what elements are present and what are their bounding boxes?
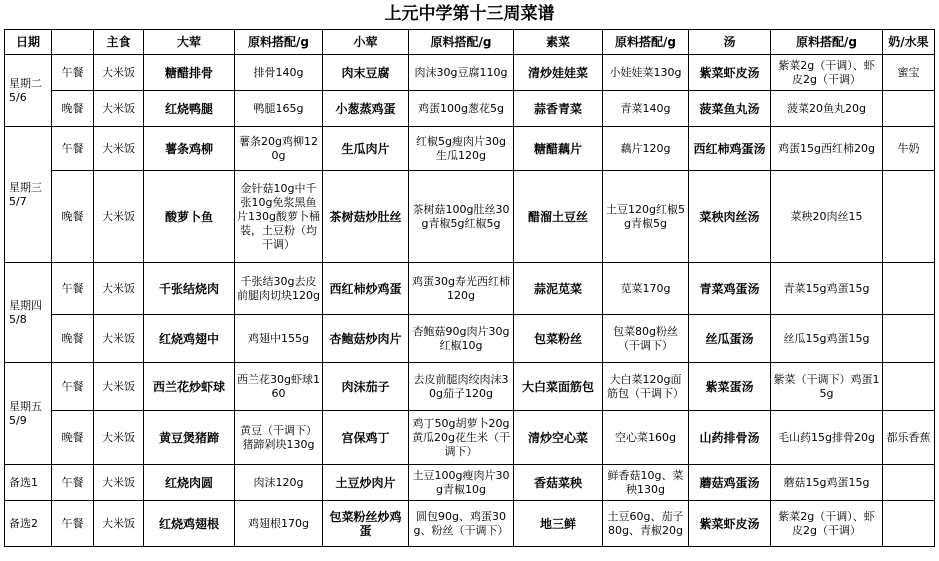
menu-row <box>5 127 935 171</box>
header-small-meat: 小荤 <box>323 30 409 55</box>
soup-cell: 菜秧肉丝汤 <box>689 171 771 263</box>
meal-cell: 午餐 <box>52 465 94 501</box>
vegetable-ingredients-cell: 鲜香菇10g、菜秧130g <box>603 465 689 501</box>
small-meat-cell: 生瓜肉片 <box>323 127 409 171</box>
staple-cell: 大米饭 <box>94 363 144 411</box>
small-meat-cell: 西红柿炒鸡蛋 <box>323 263 409 315</box>
big-meat-cell: 红烧肉圆 <box>144 465 235 501</box>
small-meat-ingredients-cell: 杏鲍菇90g肉片30g红椒10g <box>409 315 514 363</box>
header-meal <box>52 30 94 55</box>
staple-cell: 大米饭 <box>94 263 144 315</box>
milk-fruit-cell: 牛奶 <box>883 127 935 171</box>
vegetable-cell: 清炒娃娃菜 <box>514 55 603 91</box>
staple-cell: 大米饭 <box>94 171 144 263</box>
vegetable-cell: 糖醋藕片 <box>514 127 603 171</box>
header-soup-ingredients: 原料搭配/g <box>771 30 883 55</box>
big-meat-cell: 糖醋排骨 <box>144 55 235 91</box>
small-meat-cell: 宫保鸡丁 <box>323 411 409 465</box>
staple-cell: 大米饭 <box>94 501 144 547</box>
meal-cell: 午餐 <box>52 127 94 171</box>
milk-fruit-cell <box>883 263 935 315</box>
big-meat-ingredients-cell: 肉沫120g <box>235 465 323 501</box>
soup-ingredients-cell: 毛山药15g排骨20g <box>771 411 883 465</box>
menu-row <box>5 465 935 501</box>
menu-body <box>5 55 935 547</box>
big-meat-ingredients-cell: 黄豆（干调下）猪蹄剁块130g <box>235 411 323 465</box>
vegetable-ingredients-cell: 包菜80g粉丝（干调下） <box>603 315 689 363</box>
meal-cell: 午餐 <box>52 263 94 315</box>
vegetable-ingredients-cell: 土豆60g、茄子80g、青椒20g <box>603 501 689 547</box>
day-cell: 星期五 5/9 <box>5 363 52 465</box>
meal-cell: 晚餐 <box>52 315 94 363</box>
header-vegetable-ingredients: 原料搭配/g <box>603 30 689 55</box>
vegetable-ingredients-cell: 小娃娃菜130g <box>603 55 689 91</box>
soup-cell: 丝瓜蛋汤 <box>689 315 771 363</box>
day-cell: 星期四 5/8 <box>5 263 52 363</box>
soup-ingredients-cell: 菜秧20肉丝15 <box>771 171 883 263</box>
small-meat-ingredients-cell: 鸡蛋30g寿光西红柿120g <box>409 263 514 315</box>
big-meat-ingredients-cell: 千张结30g去皮前腿肉切块120g <box>235 263 323 315</box>
meal-cell: 午餐 <box>52 501 94 547</box>
soup-ingredients-cell: 青菜15g鸡蛋15g <box>771 263 883 315</box>
small-meat-cell: 包菜粉丝炒鸡蛋 <box>323 501 409 547</box>
meal-cell: 午餐 <box>52 55 94 91</box>
header-milk-fruit: 奶/水果 <box>883 30 935 55</box>
soup-ingredients-cell: 菠菜20鱼丸20g <box>771 91 883 127</box>
day-cell: 星期二 5/6 <box>5 55 52 127</box>
menu-row <box>5 315 935 363</box>
small-meat-ingredients-cell: 鸡蛋100g葱花5g <box>409 91 514 127</box>
menu-table <box>4 29 935 547</box>
small-meat-cell: 茶树菇炒肚丝 <box>323 171 409 263</box>
big-meat-cell: 千张结烧肉 <box>144 263 235 315</box>
staple-cell: 大米饭 <box>94 411 144 465</box>
staple-cell: 大米饭 <box>94 127 144 171</box>
big-meat-ingredients-cell: 金针菇10g中千张10g免浆黑鱼片130g酸萝卜桶装，土豆粉（均干调） <box>235 171 323 263</box>
soup-cell: 山药排骨汤 <box>689 411 771 465</box>
small-meat-cell: 土豆炒肉片 <box>323 465 409 501</box>
menu-row <box>5 171 935 263</box>
soup-cell: 紫菜虾皮汤 <box>689 55 771 91</box>
header-big-meat-ingredients: 原料搭配/g <box>235 30 323 55</box>
vegetable-ingredients-cell: 藕片120g <box>603 127 689 171</box>
vegetable-cell: 地三鲜 <box>514 501 603 547</box>
big-meat-ingredients-cell: 排骨140g <box>235 55 323 91</box>
milk-fruit-cell <box>883 315 935 363</box>
menu-title: 上元中学第十三周菜谱 <box>384 4 555 24</box>
staple-cell: 大米饭 <box>94 91 144 127</box>
small-meat-ingredients-cell: 圆包90g、鸡蛋30g、粉丝（干调下） <box>409 501 514 547</box>
day-cell: 备选1 <box>5 465 52 501</box>
vegetable-cell: 醋溜土豆丝 <box>514 171 603 263</box>
meal-cell: 晚餐 <box>52 91 94 127</box>
big-meat-ingredients-cell: 鸭腿165g <box>235 91 323 127</box>
big-meat-cell: 红烧鸡翅中 <box>144 315 235 363</box>
meal-cell: 晚餐 <box>52 411 94 465</box>
menu-row <box>5 363 935 411</box>
menu-row <box>5 263 935 315</box>
milk-fruit-cell <box>883 171 935 263</box>
vegetable-cell: 蒜香青菜 <box>514 91 603 127</box>
small-meat-cell: 肉末豆腐 <box>323 55 409 91</box>
milk-fruit-cell: 都乐香蕉 <box>883 411 935 465</box>
staple-cell: 大米饭 <box>94 55 144 91</box>
soup-cell: 紫菜虾皮汤 <box>689 501 771 547</box>
big-meat-ingredients-cell: 鸡翅根170g <box>235 501 323 547</box>
small-meat-ingredients-cell: 鸡丁50g胡萝卜20g黄瓜20g花生米（干调下） <box>409 411 514 465</box>
big-meat-cell: 黄豆煲猪蹄 <box>144 411 235 465</box>
soup-ingredients-cell: 丝瓜15g鸡蛋15g <box>771 315 883 363</box>
header-staple: 主食 <box>94 30 144 55</box>
big-meat-cell: 薯条鸡柳 <box>144 127 235 171</box>
small-meat-ingredients-cell: 红椒5g瘦肉片30g生瓜120g <box>409 127 514 171</box>
milk-fruit-cell <box>883 501 935 547</box>
soup-cell: 菠菜鱼丸汤 <box>689 91 771 127</box>
milk-fruit-cell <box>883 91 935 127</box>
header-soup: 汤 <box>689 30 771 55</box>
small-meat-cell: 小葱蒸鸡蛋 <box>323 91 409 127</box>
vegetable-ingredients-cell: 空心菜160g <box>603 411 689 465</box>
vegetable-ingredients-cell: 青菜140g <box>603 91 689 127</box>
small-meat-ingredients-cell: 土豆100g瘦肉片30g青椒10g <box>409 465 514 501</box>
header-row <box>5 30 935 55</box>
staple-cell: 大米饭 <box>94 315 144 363</box>
small-meat-ingredients-cell: 肉沫30g豆腐110g <box>409 55 514 91</box>
big-meat-cell: 西兰花炒虾球 <box>144 363 235 411</box>
header-small-meat-ingredients: 原料搭配/g <box>409 30 514 55</box>
small-meat-ingredients-cell: 去皮前腿肉绞肉沫30g茄子120g <box>409 363 514 411</box>
big-meat-ingredients-cell: 鸡翅中155g <box>235 315 323 363</box>
meal-cell: 午餐 <box>52 363 94 411</box>
big-meat-ingredients-cell: 西兰花30g虾球160 <box>235 363 323 411</box>
day-cell: 星期三 5/7 <box>5 127 52 263</box>
vegetable-ingredients-cell: 苋菜170g <box>603 263 689 315</box>
vegetable-cell: 包菜粉丝 <box>514 315 603 363</box>
soup-ingredients-cell: 鸡蛋15g西红柿20g <box>771 127 883 171</box>
vegetable-cell: 蒜泥苋菜 <box>514 263 603 315</box>
menu-row <box>5 501 935 547</box>
small-meat-cell: 肉沫茄子 <box>323 363 409 411</box>
milk-fruit-cell <box>883 465 935 501</box>
vegetable-ingredients-cell: 大白菜120g面筋包（干调下） <box>603 363 689 411</box>
menu-row <box>5 411 935 465</box>
soup-cell: 青菜鸡蛋汤 <box>689 263 771 315</box>
header-date: 日期 <box>5 30 52 55</box>
vegetable-cell: 大白菜面筋包 <box>514 363 603 411</box>
menu-row <box>5 55 935 91</box>
soup-ingredients-cell: 紫菜2g（干调）、虾皮2g（干调） <box>771 501 883 547</box>
milk-fruit-cell <box>883 363 935 411</box>
big-meat-cell: 酸萝卜鱼 <box>144 171 235 263</box>
header-vegetable: 素菜 <box>514 30 603 55</box>
big-meat-cell: 红烧鸭腿 <box>144 91 235 127</box>
vegetable-ingredients-cell: 土豆120g红椒5g青椒5g <box>603 171 689 263</box>
soup-ingredients-cell: 紫菜2g（干调）、虾皮2g（干调） <box>771 55 883 91</box>
vegetable-cell: 清炒空心菜 <box>514 411 603 465</box>
small-meat-ingredients-cell: 茶树菇100g肚丝30g青椒5g红椒5g <box>409 171 514 263</box>
day-cell: 备选2 <box>5 501 52 547</box>
soup-cell: 西红柿鸡蛋汤 <box>689 127 771 171</box>
soup-ingredients-cell: 紫菜（干调下）鸡蛋15g <box>771 363 883 411</box>
small-meat-cell: 杏鲍菇炒肉片 <box>323 315 409 363</box>
soup-ingredients-cell: 蘑菇15g鸡蛋15g <box>771 465 883 501</box>
big-meat-cell: 红烧鸡翅根 <box>144 501 235 547</box>
big-meat-ingredients-cell: 薯条20g鸡柳120g <box>235 127 323 171</box>
menu-row <box>5 91 935 127</box>
header-big-meat: 大荤 <box>144 30 235 55</box>
soup-cell: 紫菜蛋汤 <box>689 363 771 411</box>
meal-cell: 晚餐 <box>52 171 94 263</box>
vegetable-cell: 香菇菜秧 <box>514 465 603 501</box>
milk-fruit-cell: 蜜宝 <box>883 55 935 91</box>
staple-cell: 大米饭 <box>94 465 144 501</box>
soup-cell: 蘑菇鸡蛋汤 <box>689 465 771 501</box>
